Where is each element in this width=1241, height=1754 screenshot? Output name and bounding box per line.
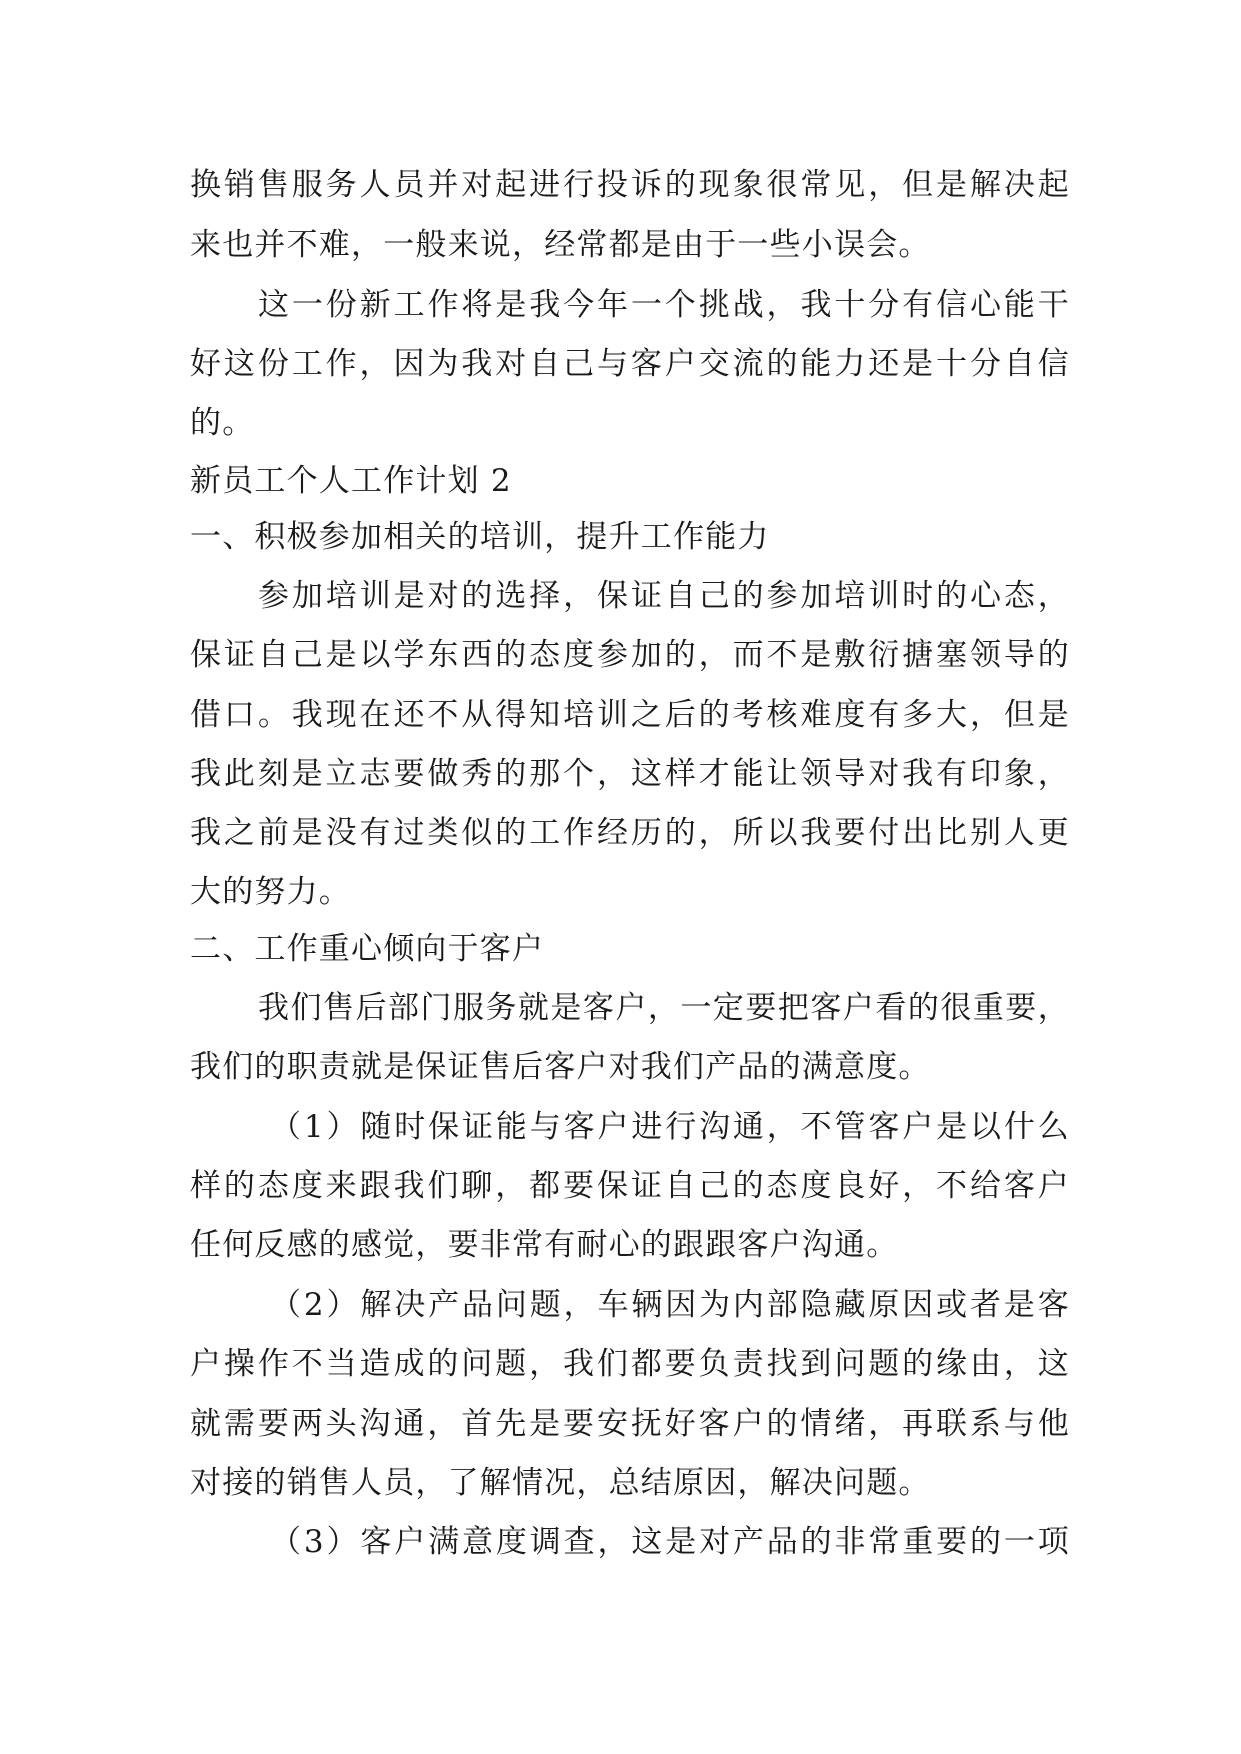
paragraph-line: 借口。我现在还不从得知培训之后的考核难度有多大，但是 [190,697,1070,733]
paragraph-line: 大的努力。 [190,874,351,910]
paragraph-line: 我之前是没有过类似的工作经历的，所以我要付出比别人更 [190,815,1070,851]
paragraph-line: 这一份新工作将是我今年一个挑战，我十分有信心能干 [258,287,1070,323]
paragraph-line: 好这份工作，因为我对自己与客户交流的能力还是十分自信 [190,346,1070,382]
paragraph-line: 的。 [190,405,255,441]
list-item-line: （1）随时保证能与客户进行沟通，不管客户是以什么 [270,1109,1070,1145]
list-item-line: 对接的销售人员，了解情况，总结原因，解决问题。 [190,1465,931,1501]
list-item-line: 户操作不当造成的问题，我们都要负责找到问题的缘由，这 [190,1346,1070,1382]
section-heading: 二、工作重心倾向于客户 [190,931,545,967]
section-title: 新员工个人工作计划 2 [190,463,512,499]
list-item-line: 任何反感的感觉，要非常有耐心的跟跟客户沟通。 [190,1227,899,1263]
paragraph-line: 我此刻是立志要做秀的那个，这样才能让领导对我有印象， [190,756,1070,792]
paragraph-line: 换销售服务人员并对起进行投诉的现象很常见，但是解决起 [190,167,1070,203]
section-heading: 一、积极参加相关的培训，提升工作能力 [190,519,770,555]
paragraph-line: 来也并不难，一般来说，经常都是由于一些小误会。 [190,227,931,263]
paragraph-line: 保证自己是以学东西的态度参加的，而不是敷衍搪塞领导的 [190,637,1070,673]
paragraph-line: 参加培训是对的选择，保证自己的参加培训时的心态， [258,578,1070,614]
list-item-line: 样的态度来跟我们聊，都要保证自己的态度良好，不给客户 [190,1168,1070,1204]
paragraph-line: 我们售后部门服务就是客户，一定要把客户看的很重要， [258,990,1070,1026]
list-item-line: （2）解决产品问题，车辆因为内部隐藏原因或者是客 [270,1287,1070,1323]
list-item-line: 就需要两头沟通，首先是要安抚好客户的情绪，再联系与他 [190,1406,1070,1442]
list-item-line: （3）客户满意度调查，这是对产品的非常重要的一项 [270,1524,1070,1560]
paragraph-line: 我们的职责就是保证售后客户对我们产品的满意度。 [190,1049,931,1085]
